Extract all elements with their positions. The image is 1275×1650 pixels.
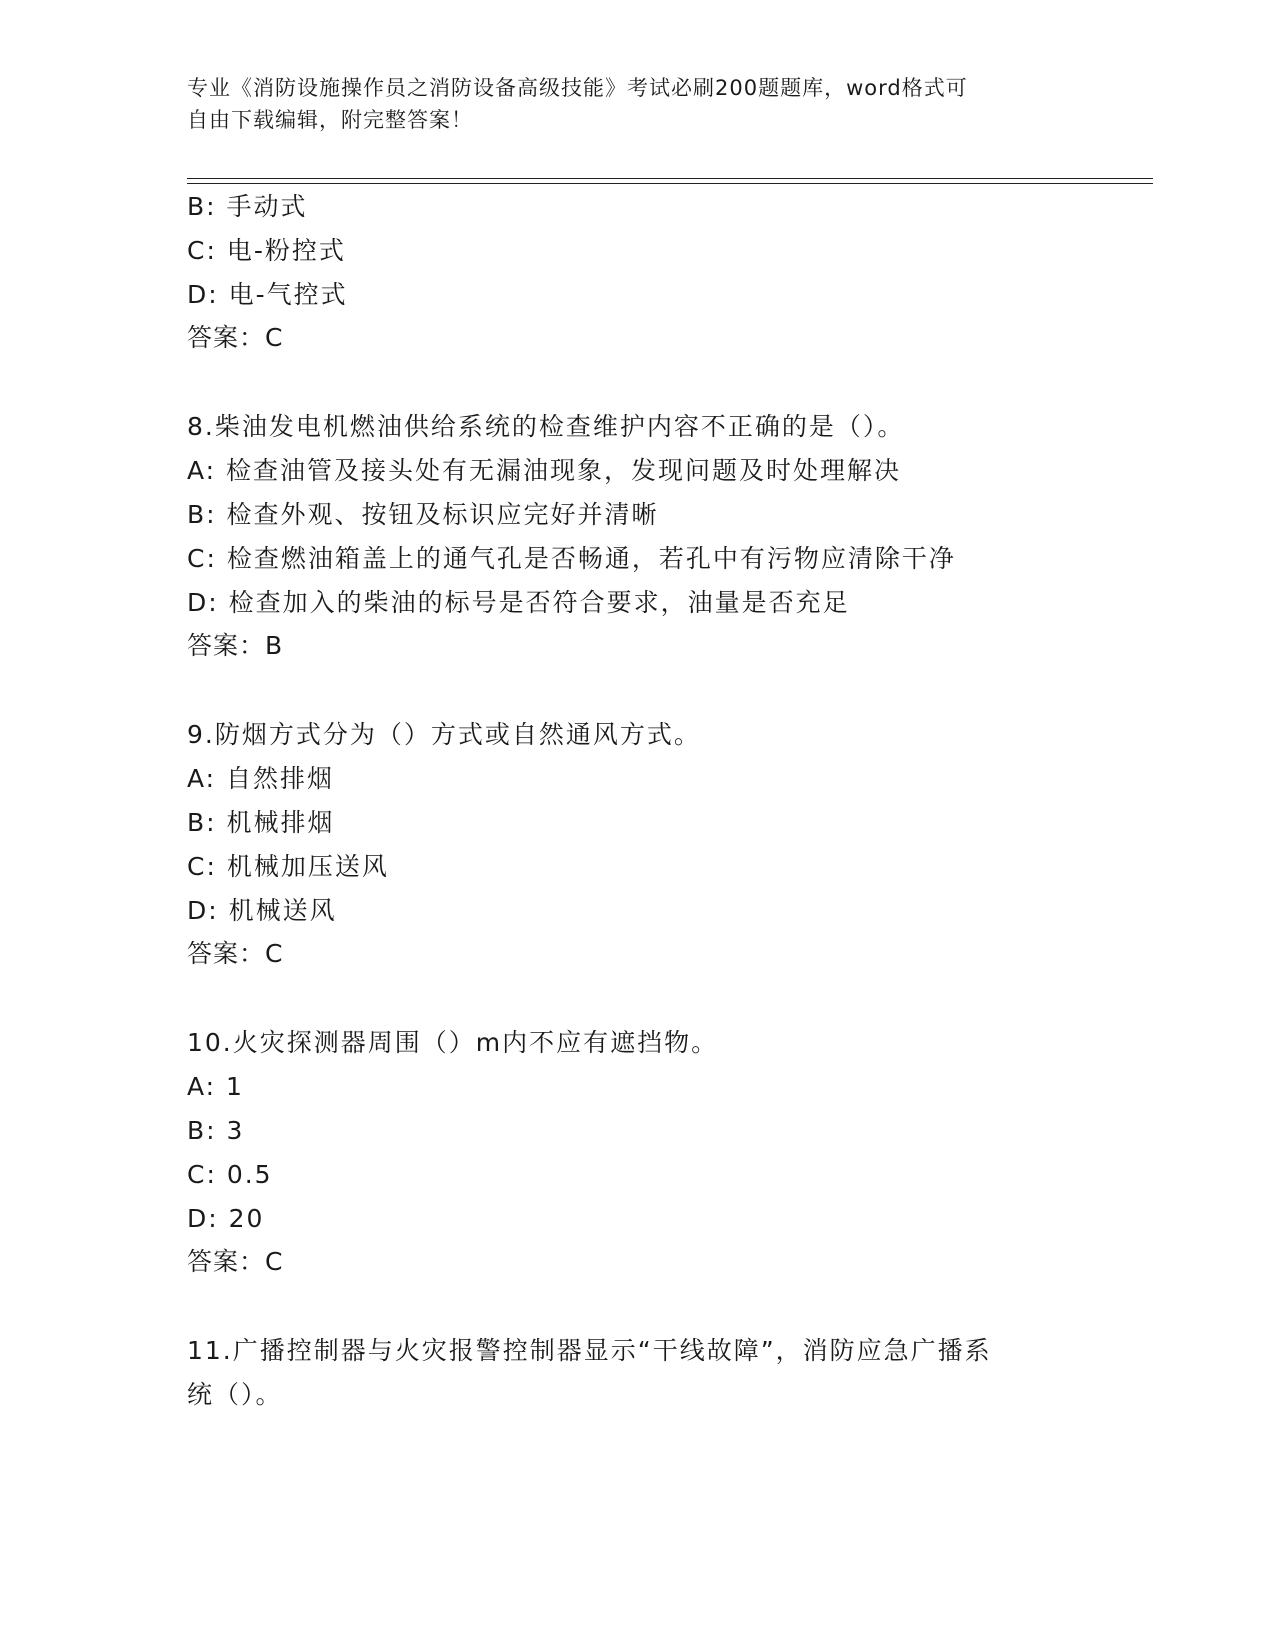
prev-option-c: C: 电-粉控式 — [187, 236, 346, 265]
q8-option-b: B: 检查外观、按钮及标识应完好并清晰 — [187, 500, 659, 529]
q8-stem: 8.柴油发电机燃油供给系统的检查维护内容不正确的是（）。 — [187, 412, 905, 441]
q10-option-b: B: 3 — [187, 1116, 245, 1145]
q10-option-c: C: 0.5 — [187, 1160, 273, 1189]
header-divider-bottom — [187, 183, 1153, 184]
prev-option-b: B: 手动式 — [187, 192, 308, 221]
q8-option-a: A: 检查油管及接头处有无漏油现象，发现问题及时处理解决 — [187, 456, 902, 485]
q10-answer: 答案：C — [187, 1247, 284, 1276]
q9-option-c: C: 机械加压送风 — [187, 852, 389, 881]
q10-option-a: A: 1 — [187, 1072, 244, 1101]
q9-option-d: D: 机械送风 — [187, 896, 337, 925]
q8-answer: 答案：B — [187, 631, 284, 660]
q9-answer: 答案：C — [187, 939, 284, 968]
header-line-1: 专业《消防设施操作员之消防设备高级技能》考试必刷200题题库，word格式可 — [187, 76, 968, 100]
q9-stem: 9.防烟方式分为（）方式或自然通风方式。 — [187, 720, 701, 749]
q8-option-c: C: 检查燃油箱盖上的通气孔是否畅通，若孔中有污物应清除干净 — [187, 544, 956, 573]
q10-option-d: D: 20 — [187, 1204, 265, 1233]
q11-stem-line-1: 11.广播控制器与火灾报警控制器显示“干线故障”，消防应急广播系 — [187, 1336, 992, 1365]
q8-option-d: D: 检查加入的柴油的标号是否符合要求，油量是否充足 — [187, 588, 850, 617]
q9-option-b: B: 机械排烟 — [187, 808, 335, 837]
prev-answer: 答案：C — [187, 323, 284, 352]
q11-stem-line-2: 统（）。 — [187, 1380, 283, 1409]
document-header — [187, 72, 1067, 136]
header-divider-top — [187, 178, 1153, 179]
header-line-2: 自由下载编辑，附完整答案！ — [187, 108, 473, 132]
prev-option-d: D: 电-气控式 — [187, 280, 348, 309]
q9-option-a: A: 自然排烟 — [187, 764, 335, 793]
q10-stem: 10.火灾探测器周围（）m内不应有遮挡物。 — [187, 1028, 719, 1057]
